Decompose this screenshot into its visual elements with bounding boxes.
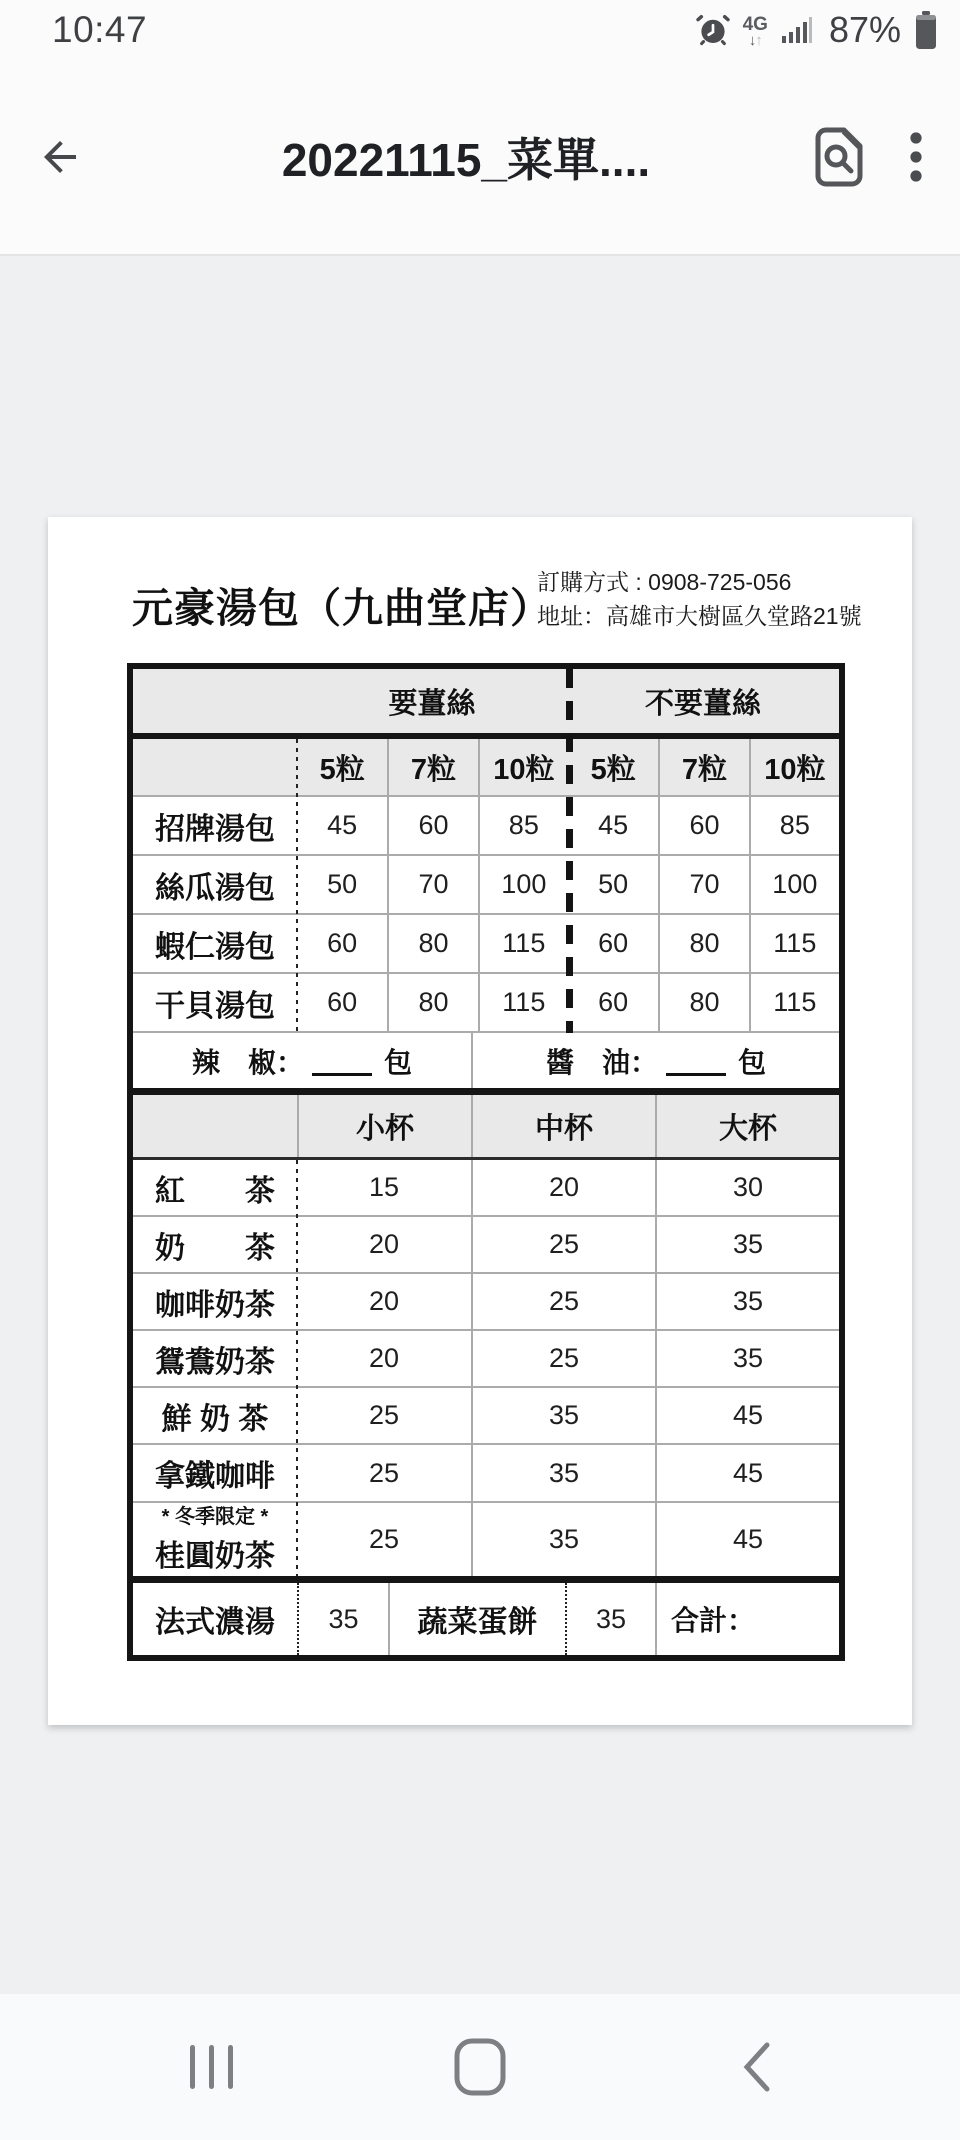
recents-icon: [184, 2043, 240, 2091]
kebab-menu-icon: [908, 126, 924, 188]
alarm-icon: [696, 12, 730, 48]
size-header: 5粒: [590, 753, 636, 786]
table-row-drink: 紅 茶 15 20 30: [133, 1160, 839, 1217]
size-header: 7粒: [387, 739, 477, 795]
contact-address: 地址：高雄市大樹區久堂路21號: [537, 603, 862, 629]
app-bar: [0, 60, 960, 256]
app-bar-actions: [812, 126, 960, 188]
size-header: 5粒: [319, 753, 365, 786]
table-row-drink: 奶 茶 20 25 35: [133, 1217, 839, 1274]
table-row-drink: 拿鐵咖啡 25 35 45: [133, 1445, 839, 1503]
menu-table: [127, 663, 845, 1661]
contact-info: [537, 565, 862, 633]
ginger-split-dashed-line: [566, 669, 573, 1033]
footer-row: 法式濃湯 35 蔬菜蛋餅 35 合計：: [133, 1583, 839, 1655]
table-row-soup: 絲瓜湯包 50 70 100 50 70 100: [133, 856, 839, 915]
contact-phone: 訂購方式 : 0908-725-056: [537, 569, 792, 595]
table-row-soup: 招牌湯包 45 60 85 45 60 85: [133, 797, 839, 856]
size-header: 10粒: [749, 739, 839, 795]
chevron-left-icon: [740, 2041, 772, 2093]
table-row-drink: 鴛鴦奶茶 20 25 35: [133, 1331, 839, 1388]
table-row-soup: 蝦仁湯包 60 80 115 60 80 115: [133, 915, 839, 974]
fill-in-blank: [666, 1046, 726, 1076]
soup-size-header-row: [133, 739, 839, 797]
soup-item-dotted-line: [296, 739, 298, 1033]
status-icons: [696, 9, 960, 51]
home-button[interactable]: [420, 1994, 540, 2140]
file-title: 20221115_菜單....: [281, 134, 651, 186]
cup-size-large: 大杯: [655, 1095, 839, 1157]
back-arrow-icon: [36, 133, 84, 181]
cup-size-medium: 中杯: [471, 1095, 655, 1157]
chili-blank: 辣 椒： 包: [191, 1046, 413, 1078]
fill-in-blank: [312, 1046, 372, 1076]
table-row-drink: 鮮 奶 茶 25 35 45: [133, 1388, 839, 1445]
android-nav-bar: [0, 1994, 960, 2140]
down-arrow-icon: ↓: [748, 31, 756, 49]
ginger-header-row: [133, 669, 839, 739]
recents-button[interactable]: [152, 1994, 272, 2140]
store-title: 元豪湯包（九曲堂店）: [132, 585, 552, 631]
find-in-page-button[interactable]: [812, 126, 864, 188]
table-row-soup: 干貝湯包 60 80 115 60 80 115: [133, 974, 839, 1033]
seasonal-note: * 冬季限定 *: [161, 1505, 269, 1528]
condiment-row: [133, 1033, 839, 1095]
drink-item-dotted-line: [296, 1160, 298, 1576]
size-header: 10粒: [478, 739, 568, 795]
table-row-drink: 咖啡奶茶 20 25 35: [133, 1274, 839, 1331]
back-nav-button[interactable]: [696, 1994, 816, 2140]
overflow-menu-button[interactable]: [908, 126, 924, 188]
group-header-no-ginger: 不要薑絲: [644, 687, 761, 720]
home-icon: [454, 2038, 506, 2096]
total-label: 合計：: [655, 1583, 839, 1655]
cup-size-small: 小杯: [297, 1095, 471, 1157]
network-4g-indicator: 4G ↓↑: [742, 13, 768, 49]
footer-item-egg-pancake: 蔬菜蛋餅: [388, 1583, 565, 1655]
status-bar: [0, 0, 960, 60]
soy-sauce-blank: 醬 油： 包: [471, 1033, 839, 1088]
battery-icon: [914, 10, 938, 50]
size-header: 7粒: [658, 739, 748, 795]
up-arrow-icon: ↑: [755, 31, 762, 49]
signal-strength-icon: [781, 14, 813, 46]
clock-time: 10:47: [52, 9, 148, 50]
back-button[interactable]: [0, 133, 120, 181]
drink-size-header-row: [133, 1095, 839, 1160]
group-header-with-ginger: 要薑絲: [388, 687, 476, 720]
menu-page: [48, 517, 912, 1725]
find-in-page-icon: [812, 126, 864, 188]
image-viewer-canvas[interactable]: [0, 258, 960, 1994]
table-row-drink-seasonal: * 冬季限定 * 桂圓奶茶 25 35 45: [133, 1503, 839, 1583]
footer-item-soup: 法式濃湯: [155, 1606, 275, 1639]
battery-percent: 87%: [828, 9, 901, 50]
